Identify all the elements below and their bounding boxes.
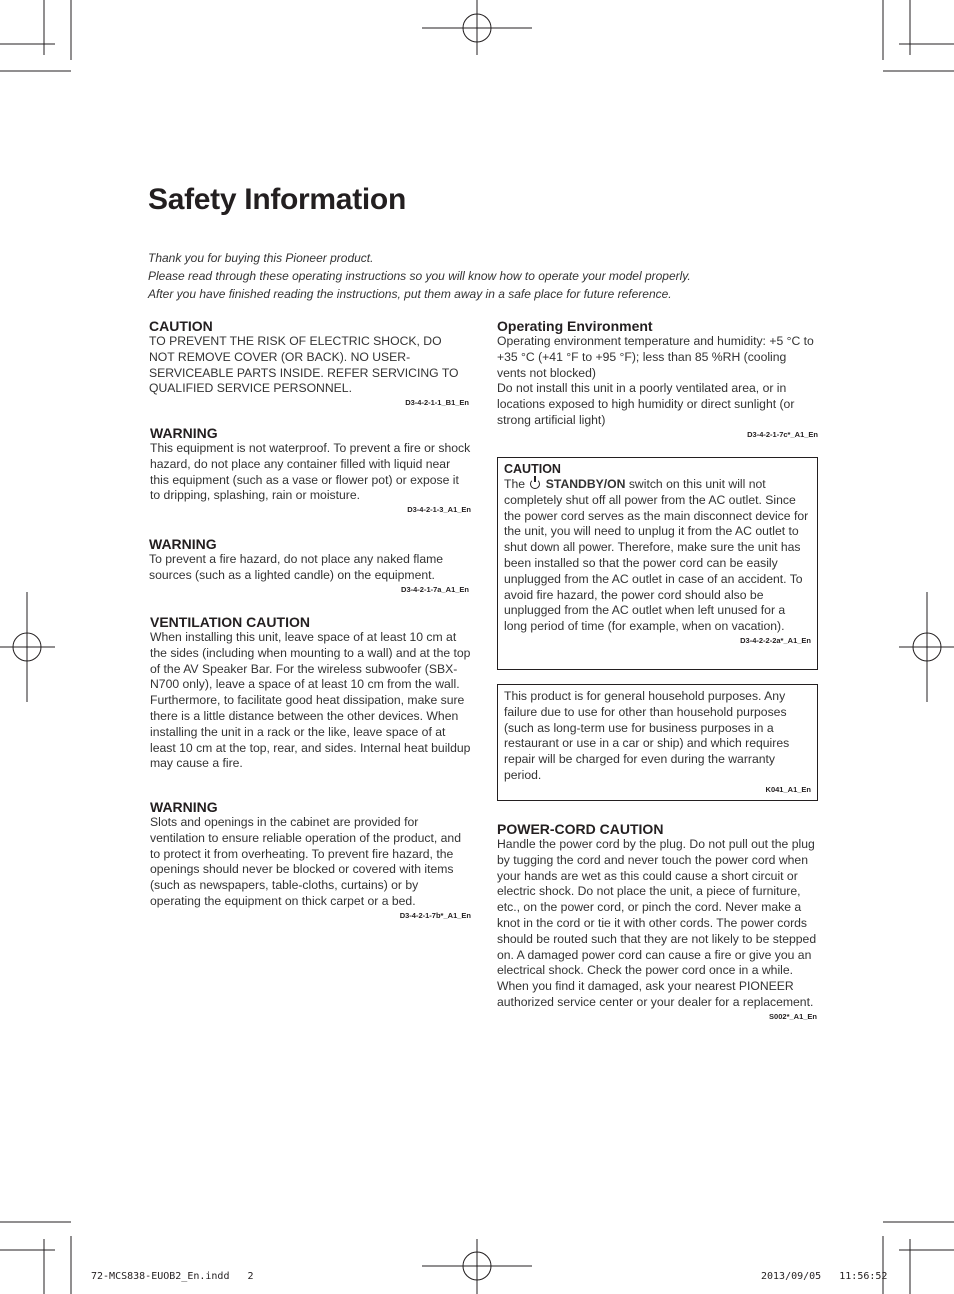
power-icon xyxy=(530,479,540,489)
box-body: This product is for general household purposes. Any failure due to use for other than household purposes (such as long-term use for business purposes in a restaurant or use in a car or ship) and which requires repair will be charged for even during the warranty period. xyxy=(504,689,790,782)
footer-timestamp: 2013/09/05 11:56:52 xyxy=(761,1271,888,1282)
box-body-rest: switch on this unit will not completely shut off all power from the AC outlet. Since the power cord serves as the main disconnect device for the unit, you will need to unplug it from the AC outlet to shut down all power. Therefore, make sure the unit has been installed so that the power cord can be easily unplugged from the AC outlet in case of an accident. To avoid fire hazard, the power cord should also be unplugged from the AC outlet when left unused for a long period of time (for example, when on vacation). xyxy=(504,477,809,634)
household-use-box xyxy=(497,684,818,801)
section-heading: WARNING xyxy=(149,536,217,552)
section-heading: WARNING xyxy=(150,425,218,441)
section-body: When installing this unit, leave space of at least 10 cm at the sides (including when mounting to a wall) and at the top of the AV Speaker Bar. For the wireless subwoofer (SBX-N700 only), leave a space of at least 10 cm from the wall. xyxy=(150,630,471,692)
reference-code: D3-4-2-2-2a*_A1_En xyxy=(740,635,811,645)
reference-code: K041_A1_En xyxy=(765,784,811,794)
section-heading: VENTILATION CAUTION xyxy=(150,614,310,630)
section-body: To prevent a fire hazard, do not place any naked flame sources (such as a lighted candle) on the equipment. xyxy=(149,552,444,582)
warning-waterproof-section xyxy=(150,425,471,516)
reference-code: D3-4-2-1-7a_A1_En xyxy=(401,584,469,594)
box-heading: CAUTION xyxy=(504,462,561,476)
caution-section xyxy=(149,318,469,409)
reference-code: D3-4-2-1-1_B1_En xyxy=(405,398,469,408)
intro-line: After you have finished reading the instructions, put them away in a safe place for future reference. xyxy=(148,287,672,301)
reference-code: D3-4-2-1-7c*_A1_En xyxy=(747,429,818,439)
section-body: This equipment is not waterproof. To prevent a fire or shock hazard, do not place any container filled with liquid near this equipment (such as a vase or flower pot) or expose it to dripping, splashing, rain or moisture. xyxy=(150,441,471,503)
standby-switch-label: STANDBY/ON xyxy=(545,477,626,491)
section-body: Furthermore, to facilitate good heat dissipation, make sure there is a little distance between the other devices. When installing the unit in a rack or the like, leave space of at least 10 cm at the top, rear, and sides. Internal heat buildup may cause a fire. xyxy=(150,693,471,771)
footer-filename: 72-MCS838-EUOB2_En.indd 2 xyxy=(91,1271,254,1282)
section-heading: CAUTION xyxy=(149,318,213,334)
ventilation-section xyxy=(150,614,471,772)
reference-code: D3-4-2-1-7b*_A1_En xyxy=(399,910,471,920)
section-heading: WARNING xyxy=(150,799,218,815)
section-body: Do not install this unit in a poorly ventilated area, or in locations exposed to high humidity or direct sunlight (or strong artificial light) xyxy=(497,381,795,427)
standby-caution-box xyxy=(497,457,818,670)
reference-code: S002*_A1_En xyxy=(769,1011,817,1021)
box-body-lead: The xyxy=(504,477,529,491)
operating-environment-section xyxy=(497,318,818,441)
section-body: TO PREVENT THE RISK OF ELECTRIC SHOCK, DO NOT REMOVE COVER (OR BACK). NO USER-SERVICEABLE PARTS INSIDE. REFER SERVICING TO QUALIFIED SERVICE PERSONNEL. xyxy=(149,334,459,396)
intro-line: Thank you for buying this Pioneer product. xyxy=(148,251,374,265)
section-body: Slots and openings in the cabinet are provided for ventilation to ensure reliable operation of the product, and to protect it from overheating. To prevent fire hazard, the openings should never be blocked or covered with items (such as newspapers, table-cloths, curtains) or by operating the equipment on thick carpet or a bed. xyxy=(150,815,461,908)
section-body: Operating environment temperature and humidity: +5 °C to +35 °C (+41 °F to +95 °F); less than 85 %RH (cooling vents not blocked) xyxy=(497,334,814,380)
warning-slots-section xyxy=(150,799,471,922)
reference-code: D3-4-2-1-3_A1_En xyxy=(407,505,471,515)
intro-text xyxy=(148,249,848,303)
intro-line: Please read through these operating instructions so you will know how to operate your model properly. xyxy=(148,269,691,283)
power-cord-section xyxy=(497,821,817,1023)
box-body xyxy=(504,477,811,635)
section-heading: POWER-CORD CAUTION xyxy=(497,821,664,837)
section-body: Handle the power cord by the plug. Do not pull out the plug by tugging the cord and never touch the power cord when your hands are wet as this could cause a short circuit or electric shock. Do not place the unit, a piece of furniture, etc., on the power cord, or pinch the cord. Never make a knot in the cord or tie it with other cords. The power cords should be routed such that they are not likely to be stepped on. A damaged power cord can cause a fire or give you an electrical shock. Check the power cord once in a while. When you find it damaged, ask your nearest PIONEER authorized service center or your dealer for a replacement. xyxy=(497,837,817,1009)
warning-flame-section xyxy=(149,536,469,596)
section-heading: Operating Environment xyxy=(497,318,653,334)
page-title: Safety Information xyxy=(148,183,406,216)
